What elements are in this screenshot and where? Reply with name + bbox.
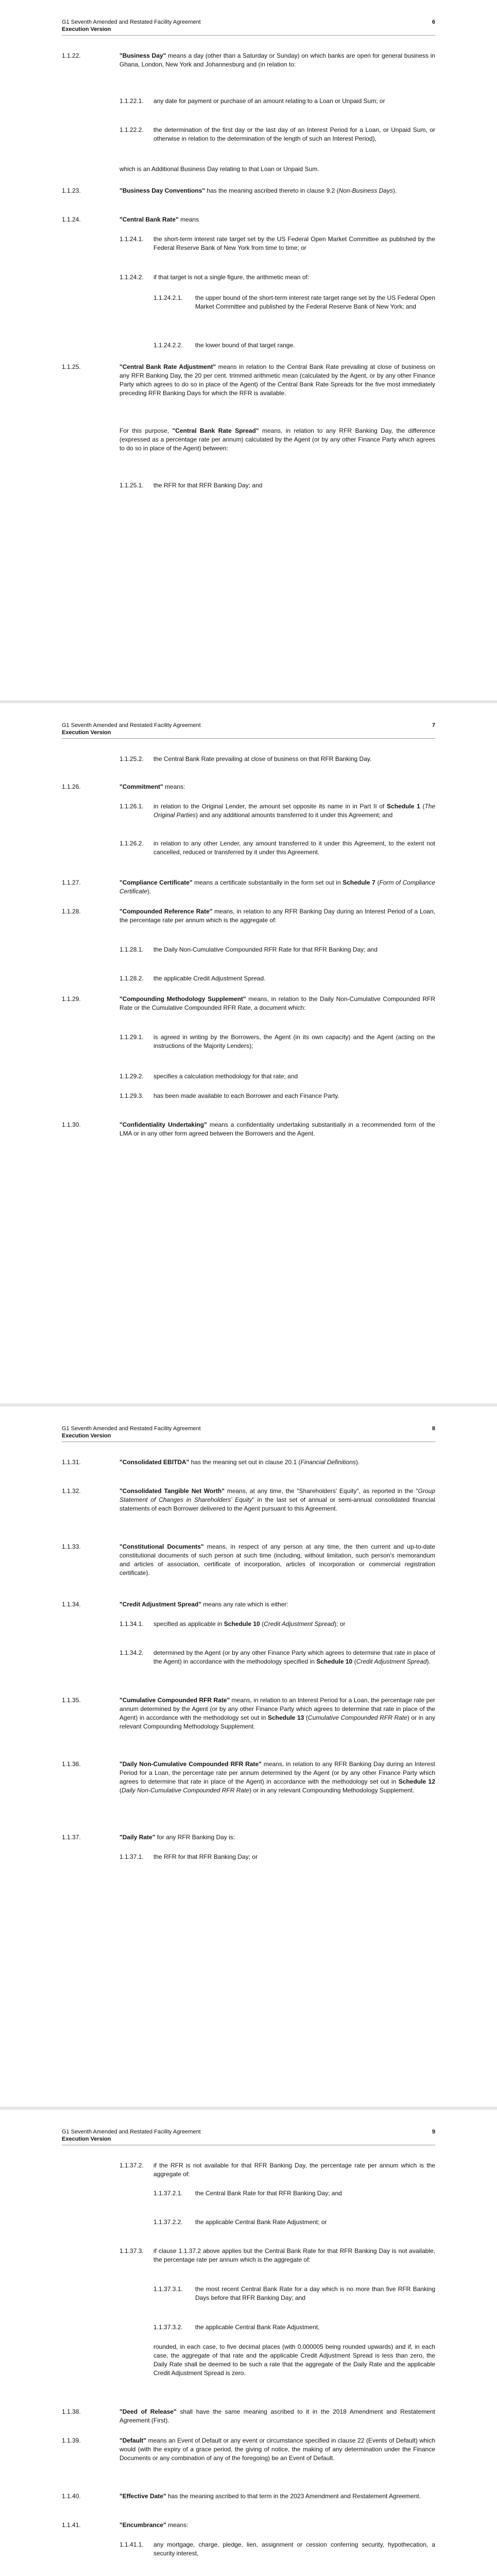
page-7 xyxy=(0,703,497,1403)
clause-text xyxy=(119,2521,435,2530)
text-run: means, in relation to any RFR Banking Day, the difference (expressed as a percentage rate per annum) calculated by the Agent (or by any other Finance Party which agrees to do so in place of the Agent) between: xyxy=(119,427,436,452)
text-run: in relation to the Original Lender, the amount set opposite its name in in Part II of xyxy=(153,803,387,810)
clause-number: 1.1.25. xyxy=(62,363,81,370)
clause-text xyxy=(119,187,435,195)
defined-term: "Confidentiality Undertaking" xyxy=(119,1121,207,1128)
clause-text xyxy=(195,341,435,350)
text-run: has the meaning ascribed thereto in clause 9.2 ( xyxy=(205,187,339,194)
clause-text xyxy=(153,235,435,252)
page-number: 6 xyxy=(432,19,435,25)
defined-term: "Consolidated Tangible Net Worth" xyxy=(119,1487,225,1495)
defined-term: "Business Day Conventions" xyxy=(119,187,205,194)
text-run: ). xyxy=(355,1459,360,1466)
clause-number: 1.1.34.1. xyxy=(119,1620,144,1628)
text-run: ). xyxy=(392,187,397,194)
text-run: the Central Bank Rate prevailing at close of business on that RFR Banking Day. xyxy=(153,755,372,762)
text-run: means: xyxy=(166,2521,188,2529)
clause-number: 1.1.28.2. xyxy=(119,975,144,982)
text-run: means a confidentiality undertaking substantially in a recommended form of the LMA or in any other form agreed between the Borrowers and the Agent. xyxy=(119,1121,435,1137)
text-run: means, in relation to any RFR Banking Day during an Interest Period of a Loan, the percentage rate per annum which is the aggregate of: xyxy=(119,908,435,924)
text-run: the applicable Credit Adjustment Spread. xyxy=(153,975,266,982)
clause-text xyxy=(119,2408,435,2425)
clause-text xyxy=(195,2285,435,2302)
text-run: ( xyxy=(260,1620,264,1628)
clause-text xyxy=(119,1696,435,1731)
text-run: the determination of the first day or the last day of an Interest Period for a Loan, or Unpaid Sum, or otherwise in relation to the determination of the length of such an Interest Period), xyxy=(153,126,435,142)
defined-term: "Consolidated EBITDA" xyxy=(119,1459,190,1466)
clause-text xyxy=(195,2323,435,2332)
clause-number: 1.1.29.1. xyxy=(119,1033,144,1041)
clause-text xyxy=(195,2189,435,2198)
clause-number: 1.1.26.2. xyxy=(119,840,144,847)
text-run: the applicable Central Bank Rate Adjustment; or xyxy=(195,2218,327,2226)
text-run: has the meaning ascribed to that term in the 2023 Amendment and Restatement Agreement. xyxy=(166,2493,421,2500)
text-run: means: xyxy=(163,783,185,790)
clause-text xyxy=(195,294,435,311)
defined-term: "Central Bank Rate" xyxy=(119,216,179,223)
text-run: the RFR for that RFR Banking Day; and xyxy=(153,482,263,489)
text-run: means a certificate substantially in the form set out in xyxy=(192,879,343,886)
clause-number: 1.1.24. xyxy=(62,216,81,223)
text-run: ). xyxy=(147,888,151,895)
text-run: means, at any time, the "Shareholders' Equity", as reported in the " xyxy=(225,1487,418,1495)
clause-text xyxy=(153,1092,435,1100)
text-run: ( xyxy=(304,1714,308,1721)
clause-text xyxy=(153,481,435,490)
clause-text xyxy=(119,1121,435,1138)
clause-text xyxy=(153,1033,435,1050)
page-number: 8 xyxy=(432,1426,435,1432)
clause-number: 1.1.24.2.2. xyxy=(153,342,183,349)
clause-text xyxy=(153,2161,435,2179)
text-run: is agreed in writing by the Borrowers, the Agent (in its own capacity) and the Agent (acting on the instructions of the Majority Lenders); xyxy=(153,1033,435,1049)
defined-term: Schedule 7 xyxy=(342,879,375,886)
clause-text xyxy=(153,1649,435,1666)
text-run: if the RFR is not available for that RFR Banking Day, the percentage rate per annum which is the aggregate of: xyxy=(153,2162,435,2178)
clause-text xyxy=(153,2247,435,2264)
reference-title: Cumulative Compounded RFR Rate xyxy=(307,1714,407,1721)
text-run: ) and any additional amounts transferred to it under this Agreement; and xyxy=(196,811,393,819)
defined-term: Schedule 12 xyxy=(398,1778,436,1785)
clause-number: 1.1.37.1. xyxy=(119,1853,144,1860)
defined-term: "Default" xyxy=(119,2437,147,2444)
clause-number: 1.1.37.3. xyxy=(119,2247,144,2255)
clause-number: 1.1.23. xyxy=(62,187,81,194)
clause-text xyxy=(153,945,435,954)
text-run: means any rate which is either: xyxy=(201,1601,288,1608)
clause-number: 1.1.38. xyxy=(62,2408,81,2415)
clause-text xyxy=(153,126,435,143)
clause-text xyxy=(119,165,435,174)
text-run: the upper bound of the short-term interest rate target range set by the US Federal Open Market Committee and published by the Federal Reserve Bank of New York; and xyxy=(195,294,435,310)
text-run: ( xyxy=(420,803,425,810)
clause-number: 1.1.28.1. xyxy=(119,946,144,953)
clause-number: 1.1.22. xyxy=(62,52,81,59)
page-header xyxy=(62,1425,435,1439)
text-run: the short-term interest rate target set by the US Federal Open Market Committee as published by the Federal Reserve Bank of New York from time to time; or xyxy=(153,235,435,251)
header-divider xyxy=(62,738,435,739)
clause-text xyxy=(153,974,435,983)
text-run: specifies a calculation methodology for that rate; and xyxy=(153,1073,298,1080)
clause-text xyxy=(119,2436,435,2463)
clause-text xyxy=(153,1620,435,1629)
reference-title: Daily Non-Cumulative Compounded RFR Rate xyxy=(122,1787,250,1794)
text-run: the lower bound of that target range. xyxy=(195,342,295,349)
clause-number: 1.1.22.2. xyxy=(119,126,144,133)
defined-term: "Cumulative Compounded RFR Rate" xyxy=(119,1697,230,1704)
reference-title: Financial Definitions xyxy=(300,1459,356,1466)
clause-number: 1.1.35. xyxy=(62,1697,81,1704)
page-9 xyxy=(0,2110,497,2576)
text-run: ) or in any relevant Compounding Methodology Supplement. xyxy=(119,1714,436,1730)
defined-term: Schedule 1 xyxy=(387,803,420,810)
document-title: G1 Seventh Amended and Restated Facility Agreement xyxy=(62,19,201,25)
clause-number: 1.1.32. xyxy=(62,1487,81,1495)
defined-term: "Daily Non-Cumulative Compounded RFR Rate" xyxy=(119,1760,262,1768)
text-run: the Daily Non-Cumulative Compounded RFR Rate for that RFR Banking Day; and xyxy=(153,946,378,953)
clause-number: 1.1.29. xyxy=(62,995,81,1003)
clause-number: 1.1.34.2. xyxy=(119,1649,144,1656)
clause-text xyxy=(195,2218,435,2227)
clause-number: 1.1.24.2.1. xyxy=(153,294,183,301)
header-divider xyxy=(62,35,435,36)
clause-text xyxy=(119,1760,435,1795)
clause-number: 1.1.25.2. xyxy=(119,755,144,762)
text-run: the applicable Central Bank Rate Adjustment, xyxy=(195,2324,320,2331)
clause-text xyxy=(153,273,435,282)
reference-title: The Original Parties xyxy=(153,803,436,819)
document-title: G1 Seventh Amended and Restated Facility Agreement xyxy=(62,2129,201,2135)
text-run: any mortgage, charge, pledge, lien, assignment or cession conferring security, hypothecation, a security interest, xyxy=(153,2541,435,2557)
clause-text xyxy=(153,1853,435,1861)
clause-text xyxy=(153,802,435,820)
document-version: Execution Version xyxy=(62,730,111,736)
defined-term: Schedule 10 xyxy=(224,1620,260,1628)
clause-number: 1.1.37.2.2. xyxy=(153,2218,183,2226)
defined-term: Schedule 13 xyxy=(267,1714,304,1721)
text-run: for any RFR Banking Day is: xyxy=(155,1834,235,1841)
reference-title: Group Statement of Changes in Shareholders' Equity xyxy=(119,1487,435,1503)
clause-number: 1.1.24.1. xyxy=(119,235,144,243)
clause-text xyxy=(153,97,435,106)
clause-number: 1.1.24.2. xyxy=(119,274,144,281)
clause-number: 1.1.37.2.1. xyxy=(153,2190,183,2197)
reference-title: Credit Adjustment Spread xyxy=(264,1620,335,1628)
text-run: the Central Bank Rate for that RFR Banking Day; and xyxy=(195,2190,342,2197)
clause-number: 1.1.31. xyxy=(62,1459,81,1466)
clause-text xyxy=(119,878,435,896)
text-run: means, in respect of any person at any time, the then current and up-to-date constitutional documents of such person at such time (including, without limitation, such person's memorandum and articles of association, certificate of incorporation, articles of incorporation or commercial registration certificate). xyxy=(119,1543,436,1577)
text-run: means, in relation to an Interest Period for a Loan, the percentage rate per annum determined by the Agent (or by any other Finance Party which agrees to determine that rate in place of the Agent) in accordance with the methodology set out in xyxy=(119,1697,435,1721)
document-title: G1 Seventh Amended and Restated Facility Agreement xyxy=(62,1426,201,1432)
clause-number: 1.1.36. xyxy=(62,1760,81,1768)
text-run: shall have the same meaning ascribed to it in the 2018 Amendment and Restatement Agreement (First). xyxy=(119,2408,435,2424)
text-run: which is an Additional Business Day relating to that Loan or Unpaid Sum. xyxy=(119,165,319,173)
reference-title: Non-Business Days xyxy=(338,187,393,194)
text-run: means xyxy=(178,216,199,223)
text-run: ( xyxy=(352,1658,356,1665)
clause-text xyxy=(153,755,435,764)
document-version: Execution Version xyxy=(62,26,111,32)
defined-term: "Encumbrance" xyxy=(119,2521,166,2529)
text-run: any date for payment or purchase of an amount relating to a Loan or Unpaid Sum; or xyxy=(153,97,385,105)
text-run: " in the last set of annual or semi-annual consolidated financial statements of each Borrower delivered to the Agent pursuant to this Agreement. xyxy=(119,1496,436,1512)
text-run: has the meaning set out in clause 20.1 ( xyxy=(189,1459,301,1466)
clause-text xyxy=(119,427,435,453)
text-run: determined by the Agent (or by any other Finance Party which agrees to determine that rate in place of the Agent) in accordance with the methodology specified in xyxy=(153,1649,435,1665)
clause-number: 1.1.39. xyxy=(62,2437,81,2444)
clause-text xyxy=(119,783,435,791)
page-number: 7 xyxy=(432,722,435,728)
text-run: has been made available to each Borrower and each Finance Party. xyxy=(153,1092,339,1099)
clause-text xyxy=(119,1458,435,1467)
defined-term: "Compounding Methodology Supplement" xyxy=(119,995,246,1003)
clause-number: 1.1.25.1. xyxy=(119,482,144,489)
document-version: Execution Version xyxy=(62,1433,111,1439)
clause-number: 1.1.33. xyxy=(62,1543,81,1550)
clause-text xyxy=(119,215,435,224)
text-run: means in relation to the Central Bank Rate prevailing at close of business on any RFR Banking Day, the 20 per cent. trimmed arithmetic mean (calculated by the Agent, or by any other Finance Party which agrees to do so in place of the Agent) of the Central Bank Rate Spreads for the five most immediately preceding RFR Banking Days for which the RFR is available. xyxy=(119,363,435,397)
clause-text xyxy=(119,995,435,1012)
clause-text xyxy=(119,2492,435,2501)
text-run: if that target is not a single figure, the arithmetic mean of: xyxy=(153,274,310,281)
text-run: specified as applicable in xyxy=(153,1620,224,1628)
clause-text xyxy=(153,2540,435,2558)
page-header xyxy=(62,19,435,33)
text-run: For this purpose, xyxy=(119,427,173,434)
defined-term: "Daily Rate" xyxy=(119,1834,156,1841)
defined-term: "Central Bank Rate Spread" xyxy=(172,427,259,434)
clause-number: 1.1.37.3.1. xyxy=(153,2285,183,2293)
clause-number: 1.1.28. xyxy=(62,908,81,915)
defined-term: "Deed of Release" xyxy=(119,2408,177,2415)
page-header xyxy=(62,2128,435,2143)
clause-text xyxy=(119,363,435,398)
text-run: rounded, in each case, to five decimal places (with 0.000005 being rounded upwards) and if, in each case, the aggregate of that rate and the applicable Credit Adjustment Spread is less than zero, the Daily Rate shall be deemed to be such a rate that the aggregate of the Daily Rate and the applicable Credit Adjustment Spread is zero. xyxy=(153,2343,435,2377)
clause-number: 1.1.37.3.2. xyxy=(153,2324,183,2331)
reference-title: Credit Adjustment Spread xyxy=(356,1658,427,1665)
clause-text xyxy=(119,1543,435,1578)
text-run: if clause 1.1.37.2 above applies but the Central Bank Rate for that RFR Banking Day is not available, the percentage rate per annum which is the aggregate of: xyxy=(153,2247,435,2263)
clause-text xyxy=(153,1072,435,1081)
page-6 xyxy=(0,0,497,700)
document-title: G1 Seventh Amended and Restated Facility Agreement xyxy=(62,722,201,728)
clause-number: 1.1.41.1. xyxy=(119,2541,144,2548)
text-run: means an Event of Default or any event or circumstance specified in clause 22 (Events of Default) which would (with the expiry of a grace period, the giving of notice, the making of any determination under the Finance Documents or any combination of any of the foregoing) be an Event of Default. xyxy=(119,2437,435,2462)
clause-number: 1.1.27. xyxy=(62,879,81,886)
document-version: Execution Version xyxy=(62,2136,111,2142)
clause-text xyxy=(153,2343,435,2378)
defined-term: "Business Day" xyxy=(119,52,166,59)
text-run: the RFR for that RFR Banking Day; or xyxy=(153,1853,258,1860)
text-run: means, in relation to the Daily Non-Cumulative Compounded RFR Rate or the Cumulative Compounded RFR Rate, a document which: xyxy=(119,995,435,1011)
defined-term: "Central Bank Rate Adjustment" xyxy=(119,363,216,370)
reference-title: Form of Compliance Certificate xyxy=(119,879,435,895)
clause-text xyxy=(119,1600,435,1609)
text-run: means a day (other than a Saturday or Sunday) on which banks are open for general business in Ghana, London, New York and Johannesburg and (in relation to: xyxy=(119,52,435,68)
clause-number: 1.1.37. xyxy=(62,1834,81,1841)
defined-term: "Constitutional Documents" xyxy=(119,1543,204,1550)
text-run: ). xyxy=(426,1658,431,1665)
clause-number: 1.1.29.3. xyxy=(119,1092,144,1099)
text-run: ); or xyxy=(334,1620,346,1628)
text-run: means, in relation to any RFR Banking Day during an Interest Period for a Loan, the percentage rate per annum determined by the Agent (or by any other Finance Party which agrees to determine that rate in place of the Agent) in accordance with the methodology set out in xyxy=(119,1760,435,1785)
page-8 xyxy=(0,1406,497,2107)
clause-text xyxy=(153,839,435,857)
clause-number: 1.1.40. xyxy=(62,2493,81,2500)
clause-text xyxy=(119,1487,435,1513)
clause-number: 1.1.37.2. xyxy=(119,2162,144,2169)
text-run: the most recent Central Bank Rate for a day which is no more than five RFR Banking Days before that RFR Banking Day; and xyxy=(195,2285,435,2301)
clause-number: 1.1.41. xyxy=(62,2521,81,2529)
clause-text xyxy=(119,52,435,69)
text-run: ( xyxy=(375,879,380,886)
defined-term: "Compounded Reference Rate" xyxy=(119,908,213,915)
text-run: in relation to any other Lender, any amount transferred to it under this Agreement, to the extent not cancelled, reduced or transferred by it under this Agreement. xyxy=(153,840,435,856)
clause-number: 1.1.29.2. xyxy=(119,1073,144,1080)
clause-number: 1.1.26.1. xyxy=(119,803,144,810)
defined-term: "Compliance Certificate" xyxy=(119,879,193,886)
defined-term: Schedule 10 xyxy=(316,1658,353,1665)
defined-term: "Commitment" xyxy=(119,783,163,790)
page-header xyxy=(62,722,435,736)
clause-number: 1.1.30. xyxy=(62,1121,81,1128)
page-number: 9 xyxy=(432,2129,435,2135)
clause-text xyxy=(119,1833,435,1842)
text-run: ) or in any relevant Compounding Methodology Supplement. xyxy=(249,1787,415,1794)
clause-number: 1.1.26. xyxy=(62,783,81,790)
clause-number: 1.1.34. xyxy=(62,1601,81,1608)
defined-term: "Effective Date" xyxy=(119,2493,166,2500)
clause-text xyxy=(119,907,435,925)
clause-number: 1.1.22.1. xyxy=(119,97,144,105)
text-run: ( xyxy=(119,1787,122,1794)
defined-term: "Credit Adjustment Spread" xyxy=(119,1601,201,1608)
